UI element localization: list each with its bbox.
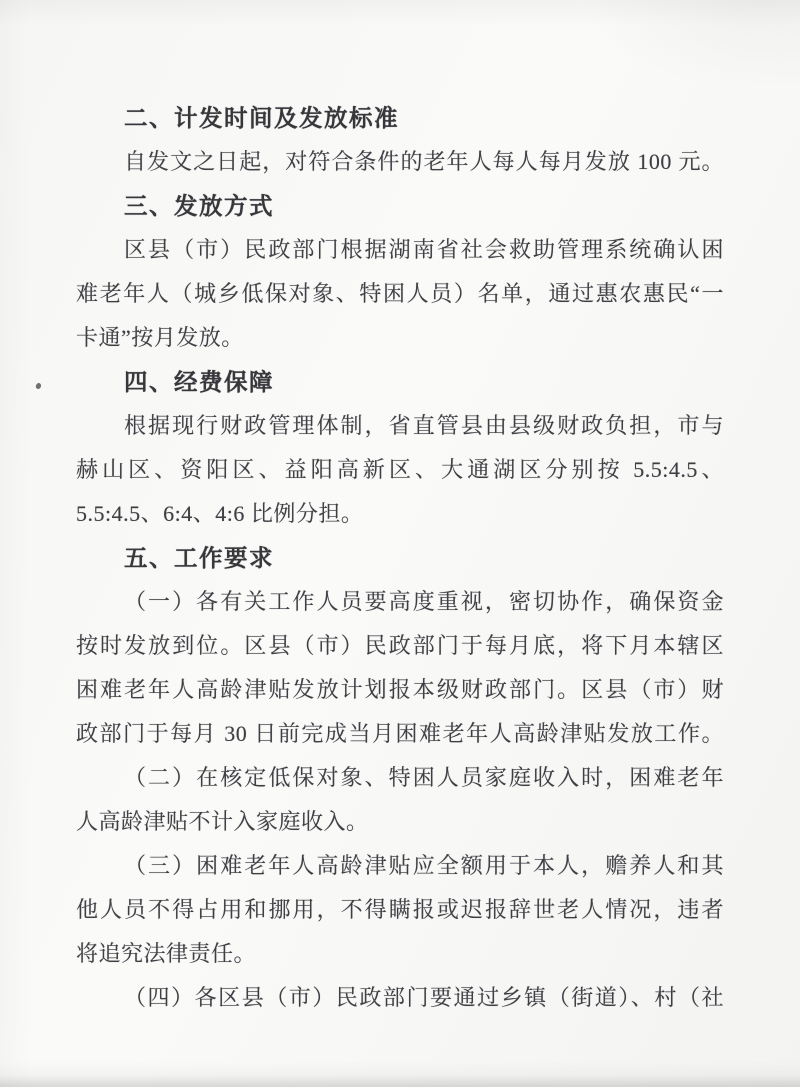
text-line: 区县（市）民政部门根据湖南省社会救助管理系统确认困 bbox=[124, 237, 724, 262]
text-line: （一）各有关工作人员要高度重视，密切协作，确保资金 bbox=[124, 589, 724, 614]
text-line: （四）各区县（市）民政部门要通过乡镇（街道）、村（社 bbox=[124, 985, 724, 1010]
text-line: 政部门于每月 30 日前完成当月困难老年人高龄津贴发放工作。 bbox=[76, 721, 724, 746]
section-heading-4: 四、经费保障 bbox=[124, 369, 274, 395]
text-line: 困难老年人高龄津贴发放计划报本级财政部门。区县（市）财 bbox=[76, 677, 724, 702]
text-line: 难老年人（城乡低保对象、特困人员）名单，通过惠农惠民“一 bbox=[76, 281, 724, 306]
text-line: （三）困难老年人高龄津贴应全额用于本人，赡养人和其 bbox=[124, 853, 724, 878]
section-heading-3: 三、发放方式 bbox=[124, 193, 274, 219]
text-line: 卡通”按月发放。 bbox=[76, 325, 244, 350]
text-line: 人高龄津贴不计入家庭收入。 bbox=[76, 809, 369, 834]
section-heading-2: 二、计发时间及发放标准 bbox=[124, 105, 399, 131]
text-line: 将追究法律责任。 bbox=[76, 941, 257, 966]
text-line: 赫山区、资阳区、益阳高新区、大通湖区分别按 5.5:4.5、 bbox=[76, 457, 724, 482]
text-line: 5.5:4.5、6:4、4:6 比例分担。 bbox=[76, 501, 364, 526]
text-line: 他人员不得占用和挪用，不得瞒报或迟报辞世老人情况，违者 bbox=[76, 897, 724, 922]
text-line: 自发文之日起，对符合条件的老年人每人每月发放 100 元。 bbox=[124, 149, 724, 174]
text-line: （二）在核定低保对象、特困人员家庭收入时，困难老年 bbox=[124, 765, 724, 790]
section-heading-5: 五、工作要求 bbox=[124, 545, 274, 571]
text-line: 根据现行财政管理体制，省直管县由县级财政负担，市与 bbox=[124, 413, 724, 438]
text-line: 按时发放到位。区县（市）民政部门于每月底，将下月本辖区 bbox=[76, 633, 724, 658]
